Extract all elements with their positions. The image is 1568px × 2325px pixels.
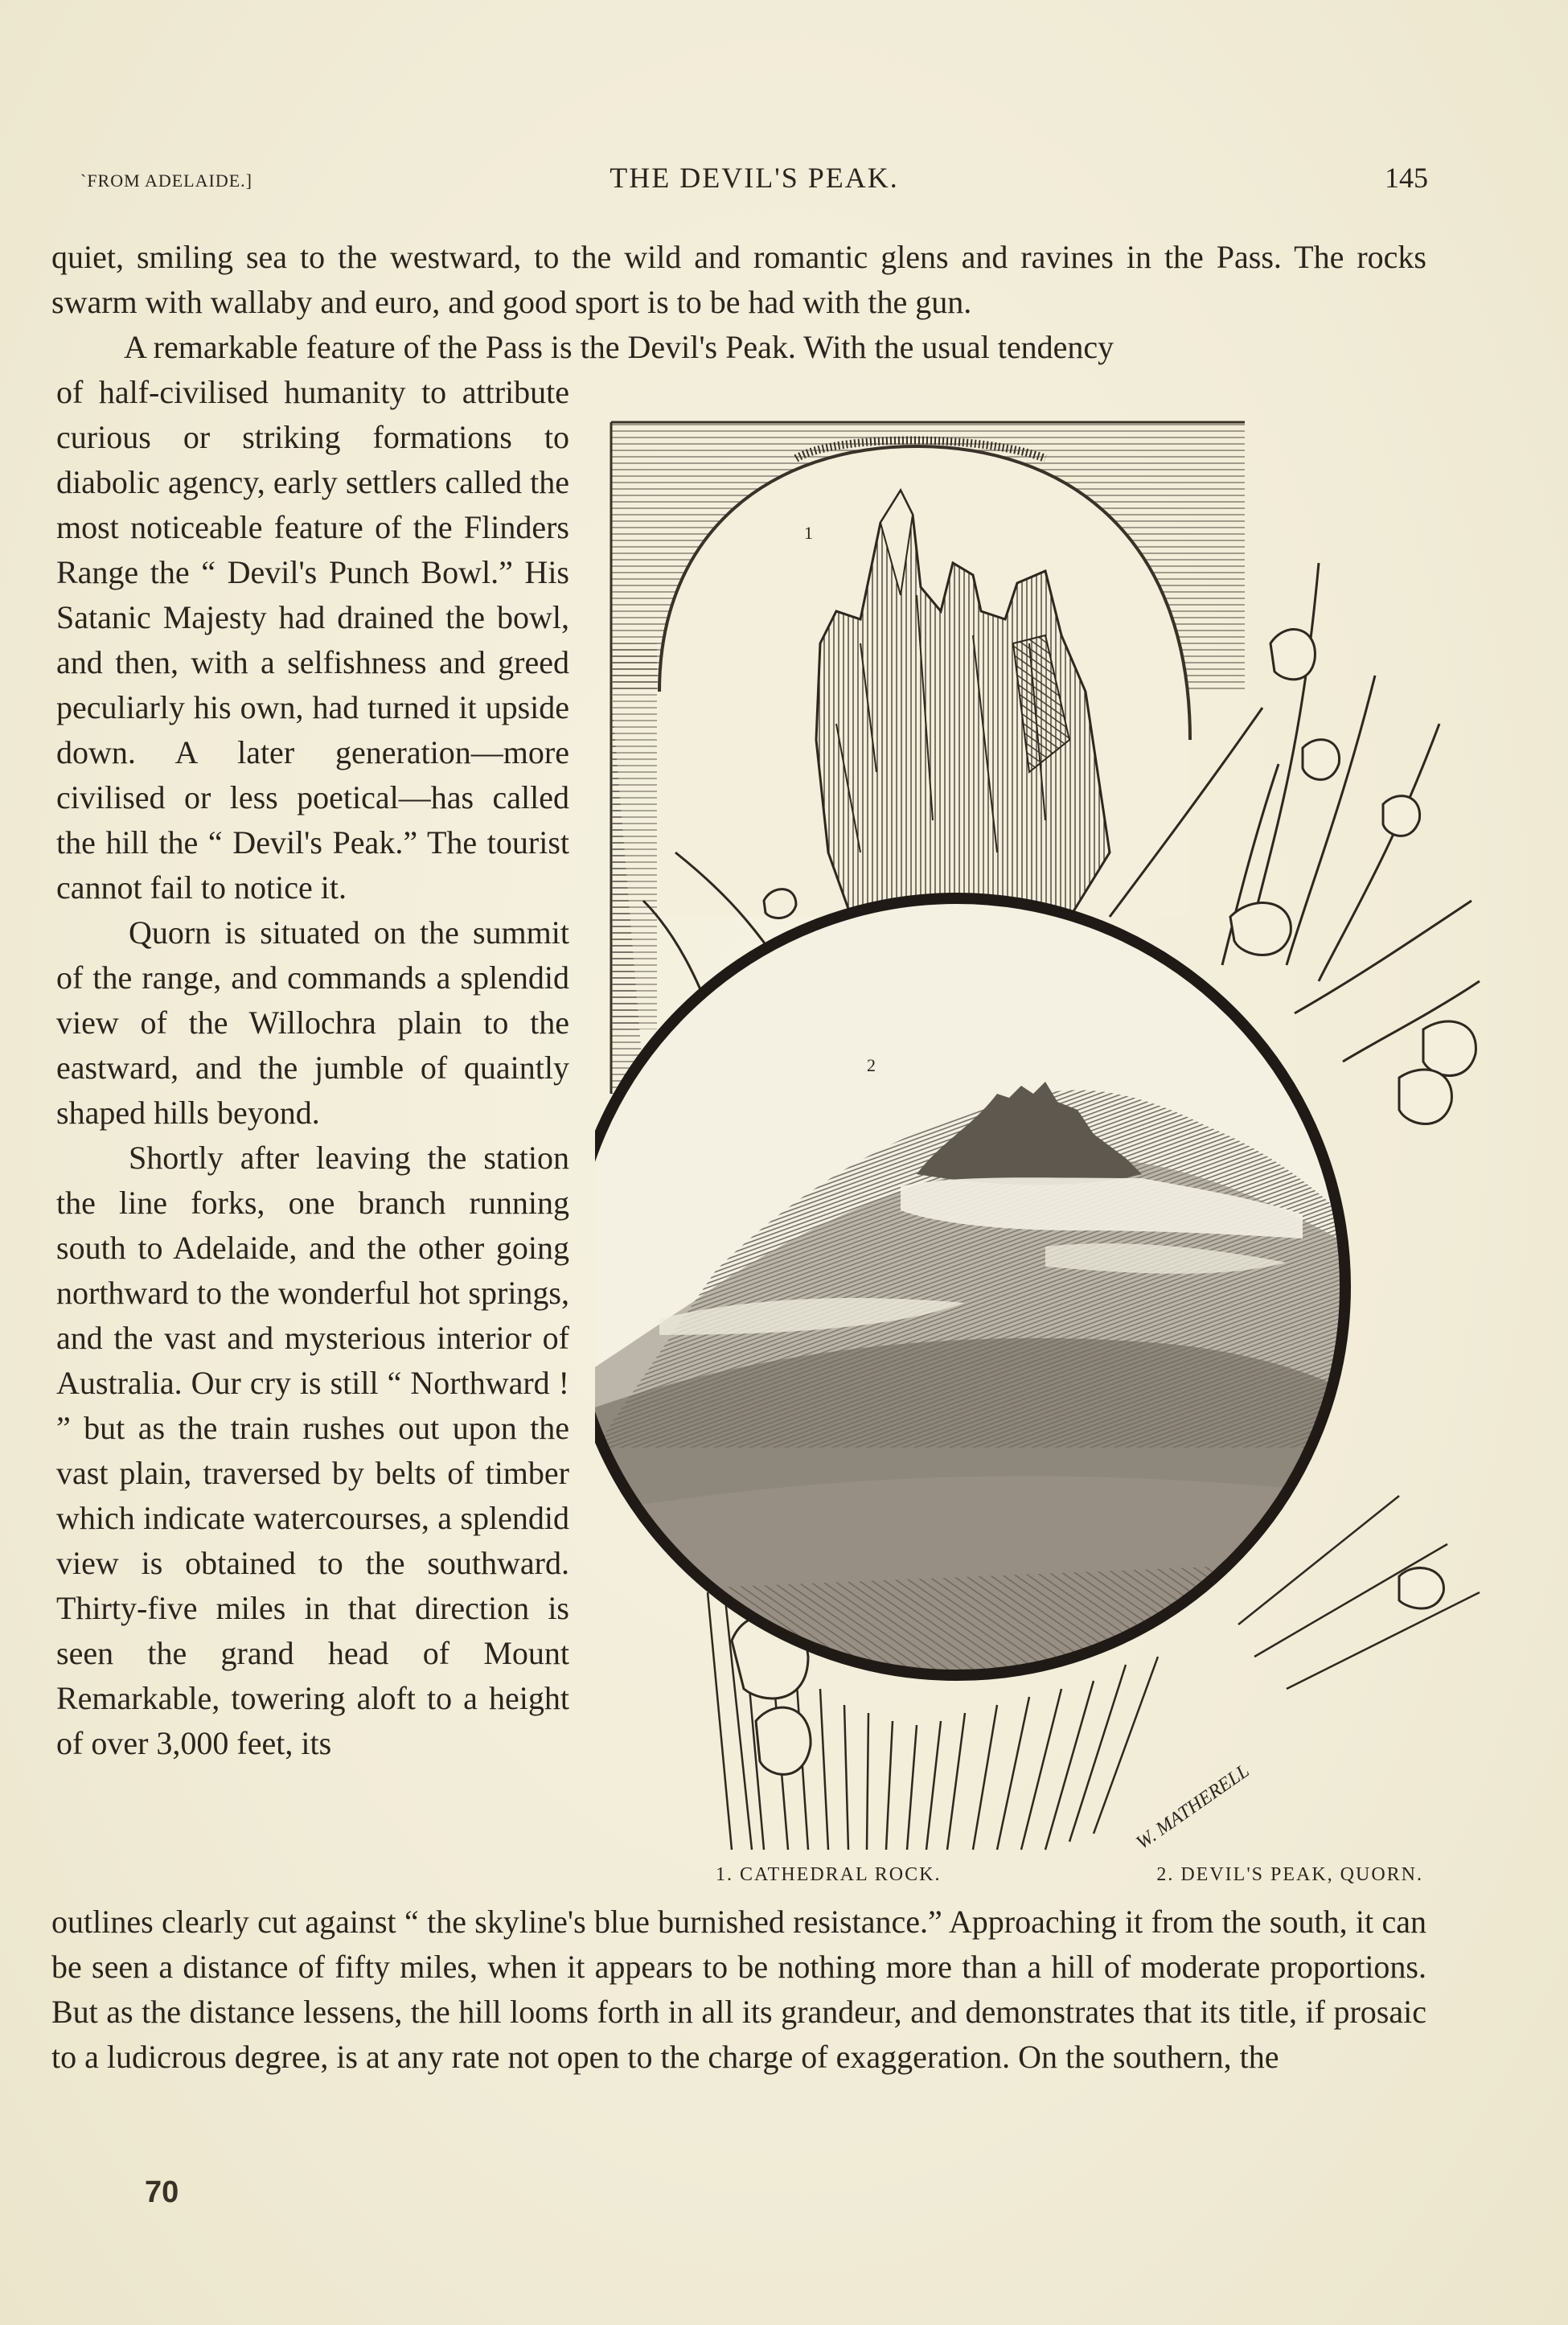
- paragraph-3: Quorn is situated on the summit of the range, and commands a splendid view of the Willochra plain to the eastward, and the jumble of quaintly shaped hills beyond.: [56, 914, 569, 1131]
- running-header: [80, 161, 1428, 201]
- paragraph-4-cont: outlines clearly cut against “ the skyline's blue burnished resistance.” Approaching it from the south, it can be seen a distance of fifty miles, when it appears to be nothing more than a hill of moderate proportions. But as the distance lessens, the hill looms forth in all its grandeur, and demonstrates that its title, if prosaic to a ludicrous degree, is at any rate not open to the charge of exaggeration. On the southern, the: [51, 1904, 1426, 2075]
- figure-label-1: 1: [804, 523, 813, 543]
- text-column: [56, 370, 569, 1766]
- paragraph-1: quiet, smiling sea to the westward, to the wild and romantic glens and ravines in the Pass. The rocks swarm with wallaby and euro, and good sport is to be had with the gun.: [51, 239, 1426, 320]
- paragraph-4: Shortly after leaving the station the line forks, one branch running south to Adelaide, and the other going northward to the wonderful hot springs, and the vast and mysterious interior of Australia. Our cry is still “ Northward ! ” but as the train rushes out upon the vast plain, traversed by belts of timber which indicate watercourses, a splendid view is obtained to the southward. Thirty-five miles in that direction is seen the grand head of Mount Remarkable, towering aloft to a height of over 3,000 feet, its: [56, 1140, 569, 1761]
- page-number: 145: [1385, 162, 1428, 194]
- text-top: [51, 235, 1426, 370]
- caption-devils-peak: 2. DEVIL'S PEAK, QUORN.: [1156, 1864, 1423, 1885]
- header-chapter-title: THE DEVIL'S PEAK.: [610, 162, 899, 194]
- text-bottom: [51, 1900, 1426, 2080]
- paragraph-2-cont: of half-civilised humanity to attribute curious or striking formations to diabolic agency, early settlers called the most noticeable feature of the Flinders Range the “ Devil's Punch Bowl.” His Satanic Majesty had drained the bowl, and then, with a selfishness and greed peculiarly his own, had turned it upside down. A later generation—more civilised or less poetical—has called the hill the “ Devil's Peak.” The tourist cannot fail to notice it.: [56, 374, 569, 906]
- engraving-illustration: [595, 402, 1496, 1882]
- figure-label-2: 2: [867, 1055, 876, 1075]
- caption-cathedral-rock: 1. CATHEDRAL ROCK.: [716, 1864, 942, 1885]
- artist-signature: W. MATHERELL: [1132, 1760, 1254, 1854]
- devils-peak-frame: [595, 893, 1367, 1689]
- paragraph-2-start: A remarkable feature of the Pass is the Devil's Peak. With the usual tendency: [124, 329, 1114, 365]
- signature-mark: 70: [145, 2175, 179, 2209]
- header-section-title: `FROM ADELAIDE.]: [80, 170, 252, 191]
- figure-caption: [716, 1864, 1423, 1886]
